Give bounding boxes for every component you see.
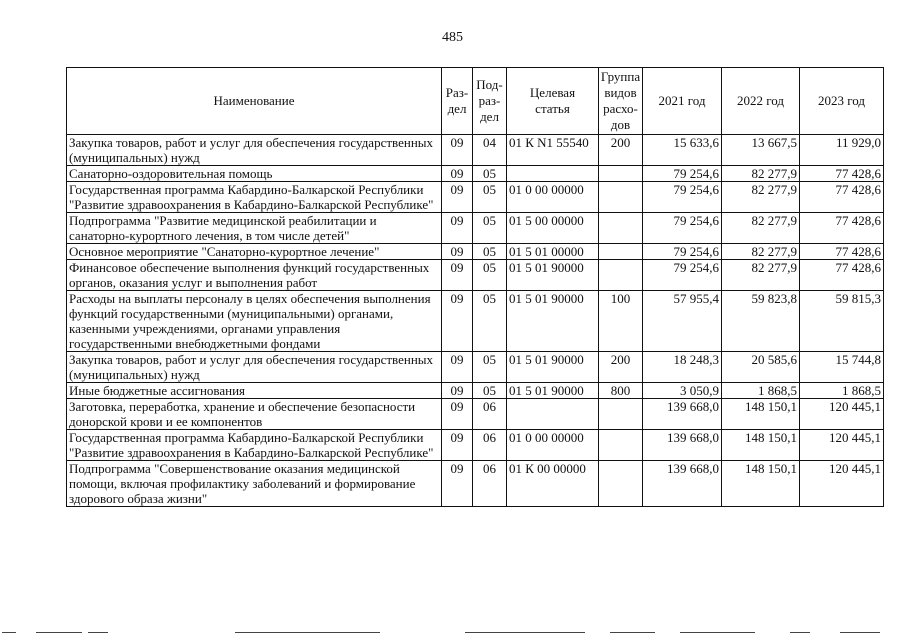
header-subsection-line: Под- [476, 77, 503, 92]
cell-2023: 59 815,3 [800, 291, 884, 352]
footer-rule [680, 632, 755, 633]
table-row [67, 260, 884, 291]
cell-subsection: 05 [473, 244, 507, 260]
cell-group [599, 399, 643, 430]
cell-name: Заготовка, переработка, хранение и обеспечение безопасности донорской крови и ее компонентов [67, 399, 442, 430]
cell-subsection: 05 [473, 166, 507, 182]
cell-2022: 59 823,8 [722, 291, 800, 352]
cell-2023: 120 445,1 [800, 430, 884, 461]
cell-subsection: 05 [473, 352, 507, 383]
cell-target: 01 5 00 00000 [507, 213, 599, 244]
cell-group: 800 [599, 383, 643, 399]
cell-2022: 148 150,1 [722, 430, 800, 461]
cell-2022: 82 277,9 [722, 166, 800, 182]
cell-name: Расходы на выплаты персоналу в целях обеспечения выполнения функций государственными (муниципальными) органами, казенными учреждениями, органами управления государственными внебюджетными фондами [67, 291, 442, 352]
header-target [507, 68, 599, 135]
cell-2021: 139 668,0 [643, 461, 722, 507]
footer-rule [790, 632, 810, 633]
footer-rule [840, 632, 880, 633]
cell-2023: 77 428,6 [800, 260, 884, 291]
cell-target: 01 5 01 90000 [507, 291, 599, 352]
cell-2022: 82 277,9 [722, 260, 800, 291]
header-group-line: дов [610, 117, 631, 132]
header-group-line: расхо- [603, 101, 638, 116]
cell-2023: 77 428,6 [800, 244, 884, 260]
cell-2022: 148 150,1 [722, 399, 800, 430]
cell-2023: 77 428,6 [800, 166, 884, 182]
footer-rule [235, 632, 380, 633]
table-row [67, 399, 884, 430]
cell-group [599, 461, 643, 507]
cell-target: 01 К N1 55540 [507, 135, 599, 166]
table-row [67, 166, 884, 182]
cell-subsection: 05 [473, 383, 507, 399]
cell-subsection: 05 [473, 291, 507, 352]
footer-rule [610, 632, 655, 633]
header-target-line: Целевая [529, 85, 576, 100]
cell-group [599, 430, 643, 461]
footer-rules [0, 632, 905, 634]
header-section-line: Раз- [445, 85, 469, 100]
cell-2022: 82 277,9 [722, 244, 800, 260]
cell-section: 09 [442, 352, 473, 383]
cell-2023: 120 445,1 [800, 461, 884, 507]
cell-section: 09 [442, 166, 473, 182]
cell-2023: 15 744,8 [800, 352, 884, 383]
cell-name: Иные бюджетные ассигнования [67, 383, 442, 399]
cell-name: Закупка товаров, работ и услуг для обеспечения государственных (муниципальных) нужд [67, 352, 442, 383]
footer-rule [465, 632, 585, 633]
header-subsection-line: раз- [478, 93, 501, 108]
cell-name: Финансовое обеспечение выполнения функций государственных органов, оказания услуг и выполнения работ [67, 260, 442, 291]
table-row [67, 352, 884, 383]
cell-group [599, 213, 643, 244]
cell-section: 09 [442, 135, 473, 166]
cell-name: Закупка товаров, работ и услуг для обеспечения государственных (муниципальных) нужд [67, 135, 442, 166]
cell-section: 09 [442, 213, 473, 244]
cell-group [599, 244, 643, 260]
footer-rule [2, 632, 16, 633]
table-row [67, 430, 884, 461]
table-header [67, 68, 884, 135]
cell-subsection: 04 [473, 135, 507, 166]
header-row [67, 68, 884, 135]
cell-section: 09 [442, 291, 473, 352]
footer-rule [36, 632, 82, 633]
cell-name: Государственная программа Кабардино-Балкарской Республики "Развитие здравоохранения в Кабардино-Балкарской Республике" [67, 430, 442, 461]
cell-section: 09 [442, 399, 473, 430]
cell-name: Государственная программа Кабардино-Балкарской Республики "Развитие здравоохранения в Кабардино-Балкарской Республике" [67, 182, 442, 213]
header-2023: 2023 год [800, 68, 884, 135]
cell-subsection: 05 [473, 213, 507, 244]
header-subsection-line: дел [480, 109, 499, 124]
cell-2021: 139 668,0 [643, 399, 722, 430]
cell-2021: 139 668,0 [643, 430, 722, 461]
header-2021: 2021 год [643, 68, 722, 135]
cell-section: 09 [442, 430, 473, 461]
cell-2021: 15 633,6 [643, 135, 722, 166]
header-group [599, 68, 643, 135]
table-row [67, 461, 884, 507]
cell-2021: 57 955,4 [643, 291, 722, 352]
cell-group: 100 [599, 291, 643, 352]
cell-target: 01 5 01 90000 [507, 383, 599, 399]
cell-2021: 79 254,6 [643, 182, 722, 213]
header-group-line: видов [604, 85, 637, 100]
cell-name: Основное мероприятие "Санаторно-курортное лечение" [67, 244, 442, 260]
table-row [67, 291, 884, 352]
cell-2022: 148 150,1 [722, 461, 800, 507]
cell-group: 200 [599, 352, 643, 383]
cell-2022: 82 277,9 [722, 213, 800, 244]
cell-target: 01 0 00 00000 [507, 430, 599, 461]
cell-subsection: 06 [473, 461, 507, 507]
cell-target: 01 5 01 00000 [507, 244, 599, 260]
header-name: Наименование [67, 68, 442, 135]
cell-2022: 20 585,6 [722, 352, 800, 383]
table-body [67, 135, 884, 507]
cell-2023: 77 428,6 [800, 182, 884, 213]
cell-group [599, 260, 643, 291]
cell-2023: 1 868,5 [800, 383, 884, 399]
cell-2022: 1 868,5 [722, 383, 800, 399]
header-section [442, 68, 473, 135]
cell-group: 200 [599, 135, 643, 166]
cell-2021: 79 254,6 [643, 260, 722, 291]
cell-2023: 120 445,1 [800, 399, 884, 430]
cell-2021: 79 254,6 [643, 244, 722, 260]
cell-2021: 18 248,3 [643, 352, 722, 383]
header-section-line: дел [447, 101, 467, 116]
cell-target: 01 К 00 00000 [507, 461, 599, 507]
cell-subsection: 06 [473, 430, 507, 461]
table-row [67, 213, 884, 244]
cell-2021: 3 050,9 [643, 383, 722, 399]
table-row [67, 135, 884, 166]
table-row [67, 182, 884, 213]
table-row [67, 383, 884, 399]
cell-section: 09 [442, 182, 473, 213]
cell-subsection: 05 [473, 260, 507, 291]
table-row [67, 244, 884, 260]
cell-target [507, 166, 599, 182]
cell-subsection: 05 [473, 182, 507, 213]
cell-name: Подпрограмма "Развитие медицинской реабилитации и санаторно-курортного лечения, в том числе детей" [67, 213, 442, 244]
cell-section: 09 [442, 244, 473, 260]
header-group-line: Группа [600, 69, 641, 84]
cell-2022: 13 667,5 [722, 135, 800, 166]
cell-2021: 79 254,6 [643, 213, 722, 244]
footer-rule [88, 632, 108, 633]
cell-group [599, 182, 643, 213]
page-number: 485 [442, 30, 463, 45]
header-subsection [473, 68, 507, 135]
cell-section: 09 [442, 461, 473, 507]
cell-name: Санаторно-оздоровительная помощь [67, 166, 442, 182]
header-2022: 2022 год [722, 68, 800, 135]
cell-2021: 79 254,6 [643, 166, 722, 182]
cell-target [507, 399, 599, 430]
header-target-line: статья [535, 101, 570, 116]
budget-table [66, 67, 884, 507]
cell-target: 01 0 00 00000 [507, 182, 599, 213]
cell-section: 09 [442, 383, 473, 399]
cell-target: 01 5 01 90000 [507, 352, 599, 383]
cell-target: 01 5 01 90000 [507, 260, 599, 291]
cell-group [599, 166, 643, 182]
cell-section: 09 [442, 260, 473, 291]
cell-2023: 11 929,0 [800, 135, 884, 166]
cell-name: Подпрограмма "Совершенствование оказания медицинской помощи, включая профилактику заболеваний и формирование здорового образа жизни" [67, 461, 442, 507]
cell-subsection: 06 [473, 399, 507, 430]
cell-2022: 82 277,9 [722, 182, 800, 213]
cell-2023: 77 428,6 [800, 213, 884, 244]
